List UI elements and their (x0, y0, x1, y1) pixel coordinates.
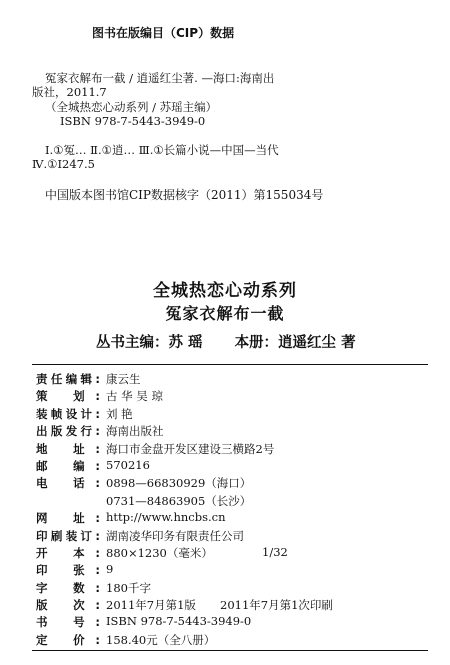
detail-row (32, 441, 428, 458)
detail-label: 印刷装订: (36, 528, 100, 543)
cip-heading: 图书在版编目（CIP）数据 (92, 26, 235, 40)
detail-label: 印 张: (36, 563, 100, 578)
cip-entry-line-2: 版社，2011.7 (32, 85, 107, 99)
book-title: 冤家衣解布一截 (165, 304, 285, 323)
detail-row (32, 371, 428, 388)
detail-value: 0898—66830929（海口） (106, 476, 252, 491)
detail-value: 古 华 吴 琼 (106, 389, 163, 404)
cip-entry-line-1: 冤家衣解布一截 / 逍遥红尘著. —海口:海南出 (45, 71, 275, 85)
cip-isbn-line: ISBN 978-7-5443-3949-0 (60, 114, 206, 128)
detail-value: 570216 (106, 457, 150, 472)
editor-label: 丛书主编： (96, 335, 169, 351)
detail-value: 刘 艳 (106, 406, 133, 421)
detail-value: 158.40元（全八册） (106, 632, 216, 647)
detail-row (32, 614, 428, 631)
detail-value-extra: 2011年7月第1次印刷 (220, 598, 333, 613)
detail-label: 地 址: (36, 441, 100, 456)
detail-row (32, 580, 428, 597)
detail-label: 开 本: (36, 545, 100, 560)
detail-label: 邮 编: (36, 458, 100, 473)
detail-row (32, 562, 428, 579)
bottom-rule (32, 650, 428, 651)
detail-value: 湖南凌华印务有限责任公司 (106, 528, 244, 543)
detail-row (32, 510, 428, 527)
detail-row (32, 528, 428, 545)
detail-label: 定 价: (36, 632, 100, 647)
detail-value: 9 (106, 562, 114, 577)
detail-value: 康云生 (106, 372, 141, 386)
detail-label: 出版发行: (36, 424, 100, 439)
detail-value: http://www.hncbs.cn (106, 510, 226, 525)
detail-value: 海口市金盘开发区建设三横路2号 (106, 441, 275, 456)
detail-value: 880×1230（毫米） (106, 545, 213, 560)
detail-value: ISBN 978-7-5443-3949-0 (106, 614, 252, 629)
detail-row (32, 632, 428, 649)
detail-row (32, 597, 428, 614)
detail-label: 策 划: (36, 389, 100, 404)
cip-entry-line-3: （全城热恋心动系列 / 苏瑶主编） (45, 100, 218, 114)
author-name: 逍遥红尘 著 (278, 335, 356, 351)
detail-row (32, 388, 428, 405)
cip-class-line-1: Ⅰ.①冤… Ⅱ.①逍… Ⅲ.①长篇小说—中国—当代 (45, 143, 279, 157)
detail-row (32, 423, 428, 440)
detail-value: 2011年7月第1版 (106, 598, 196, 613)
detail-value: 0731—84863905（长沙） (106, 493, 252, 508)
detail-label: 版 次: (36, 598, 100, 613)
detail-label: 书 号: (36, 615, 100, 630)
author-label: 本册： (234, 335, 279, 351)
detail-row (32, 406, 428, 423)
editor-name: 苏 瑶 (168, 335, 203, 351)
detail-row (32, 493, 428, 510)
detail-label: 字 数: (36, 580, 100, 595)
detail-value: 海南出版社 (106, 424, 164, 439)
detail-label: 责任编辑: (36, 372, 100, 386)
cip-verification: 中国版本图书馆CIP数据核字（2011）第155034号 (45, 188, 324, 202)
cip-class-line-2: Ⅳ.①I247.5 (32, 157, 95, 171)
series-title: 全城热恋心动系列 (153, 281, 297, 301)
editor-line (96, 331, 356, 352)
detail-row (32, 475, 428, 492)
detail-value-extra: 1/32 (262, 544, 288, 559)
top-rule (32, 364, 428, 365)
detail-label: 电 话: (36, 476, 100, 491)
detail-label: 网 址: (36, 511, 100, 526)
detail-value: 180千字 (106, 580, 151, 595)
detail-row (32, 545, 428, 562)
publication-details (32, 371, 428, 649)
detail-label: 装帧设计: (36, 406, 100, 421)
detail-row (32, 458, 428, 475)
